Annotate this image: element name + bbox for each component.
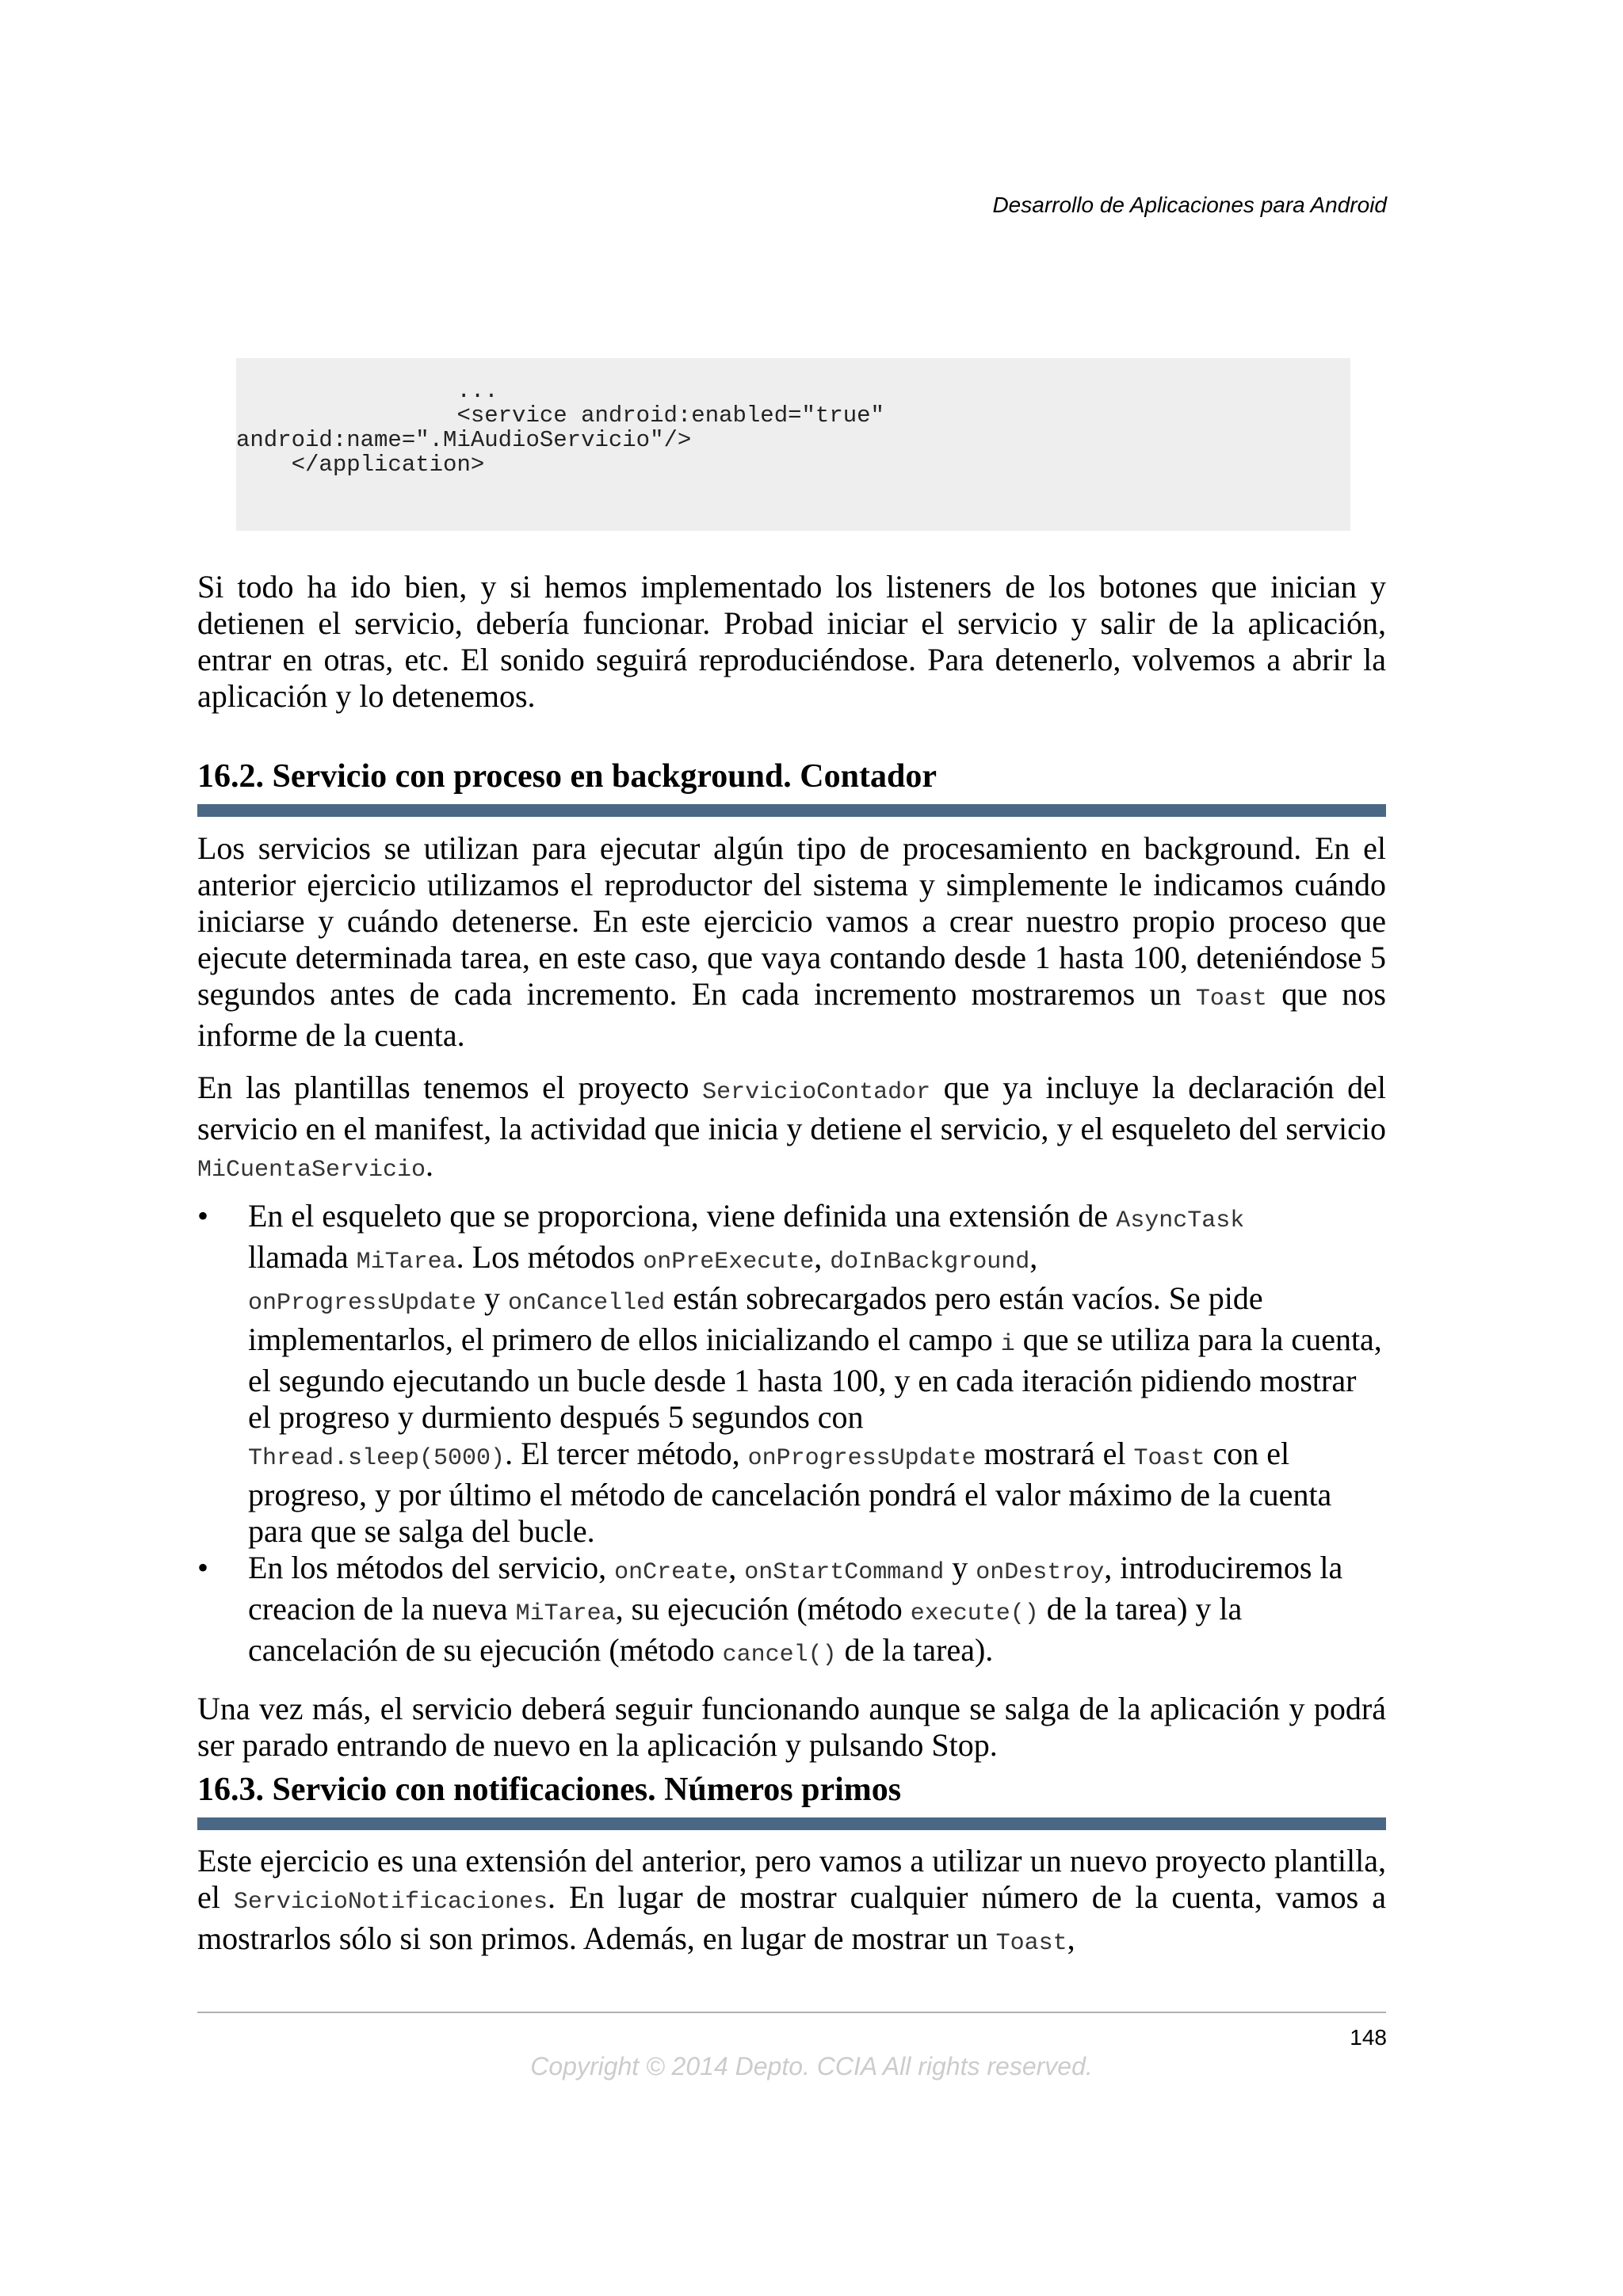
text: En el esqueleto que se proporciona, viene definida una extensión de bbox=[248, 1198, 1117, 1234]
section-16-2-body bbox=[197, 830, 1386, 1764]
inline-code: i bbox=[1000, 1331, 1015, 1358]
text: llamada bbox=[248, 1239, 357, 1275]
text: de la tarea) y la cancelación de su ejecución (método bbox=[248, 1591, 1243, 1668]
section-16-3-header bbox=[197, 1770, 1386, 1830]
list-item bbox=[197, 1550, 1386, 1673]
paragraph bbox=[197, 1843, 1386, 1962]
inline-code: cancel() bbox=[722, 1642, 837, 1669]
text: de la tarea). bbox=[836, 1632, 994, 1668]
text: Los servicios se utilizan para ejecutar algún tipo de procesamiento en background. En el anterior ejercicio utilizamos el reproductor del sistema y simplemente le indicamos cuándo iniciarse y cuándo detenerse. En este ejercicio vamos a crear nuestro propio proceso que ejecute determinada tarea, en este caso, que vaya contando desde 1 hasta 100, deteniéndose 5 segundos antes de cada incremento. En cada incremento mostraremos un bbox=[197, 830, 1386, 1012]
text: . bbox=[426, 1147, 434, 1183]
intro-paragraph: Si todo ha ido bien, y si hemos implementado los listeners de los botones que inician y detienen el servicio, debería funcionar. Probad iniciar el servicio y salir de la aplicación, entrar en otras, etc. El sonido seguirá reproduciéndose. Para detenerlo, volvemos a abrir la aplicación y lo detenemos. bbox=[197, 569, 1386, 714]
text: . En lugar de mostrar cualquier número de la cuenta, vamos a mostrarlos sólo si son primos. Además, en lugar de mostrar un bbox=[197, 1879, 1386, 1956]
text: . El tercer método, bbox=[505, 1436, 748, 1471]
inline-code: MiCuentaServicio bbox=[197, 1157, 426, 1184]
text: que nos informe de la cuenta. bbox=[197, 976, 1386, 1053]
paragraph bbox=[197, 1070, 1386, 1188]
inline-code: Thread.sleep(5000) bbox=[248, 1445, 506, 1472]
intro-paragraph-block bbox=[197, 569, 1386, 715]
text: En los métodos del servicio, bbox=[248, 1550, 615, 1585]
section-16-3-body bbox=[197, 1843, 1386, 1962]
text: En las plantillas tenemos el proyecto bbox=[197, 1070, 703, 1105]
inline-code: ServicioContador bbox=[702, 1079, 931, 1106]
text: , bbox=[814, 1239, 831, 1275]
section-16-2-header bbox=[197, 757, 1386, 817]
inline-code: onDestroy bbox=[976, 1559, 1105, 1586]
code-block bbox=[236, 358, 1350, 531]
inline-code: onCancelled bbox=[508, 1290, 666, 1317]
inline-code: MiTarea bbox=[356, 1249, 456, 1276]
inline-code: MiTarea bbox=[515, 1600, 616, 1627]
text: , su ejecución (método bbox=[615, 1591, 911, 1627]
running-header: Desarrollo de Aplicaciones para Android bbox=[992, 193, 1387, 217]
inline-code: onProgressUpdate bbox=[747, 1445, 976, 1472]
section-heading: 16.2. Servicio con proceso en background. Contador bbox=[197, 758, 937, 795]
text: , bbox=[1067, 1920, 1075, 1956]
heading-rule bbox=[197, 804, 1386, 817]
text: . Los métodos bbox=[456, 1239, 643, 1275]
text: y bbox=[476, 1280, 509, 1316]
inline-code: onProgressUpdate bbox=[248, 1290, 477, 1317]
text: que ya incluye la declaración del servicio en el manifest, la actividad que inicia y detiene el servicio, y el esqueleto del servicio bbox=[197, 1070, 1386, 1146]
text: , introduciremos la creacion de la nueva bbox=[248, 1550, 1343, 1627]
inline-code: AsyncTask bbox=[1116, 1207, 1245, 1234]
inline-code: onStartCommand bbox=[744, 1559, 945, 1586]
copyright-notice: Copyright © 2014 Depto. CCIA All rights reserved. bbox=[530, 2052, 1093, 2081]
text: y bbox=[944, 1550, 976, 1585]
inline-code: Toast bbox=[1133, 1445, 1205, 1472]
list-item bbox=[197, 1198, 1386, 1550]
heading-rule bbox=[197, 1817, 1386, 1830]
section-heading: 16.3. Servicio con notificaciones. Números primos bbox=[197, 1772, 902, 1808]
text: están sobrecargados pero están vacíos. Se pide implementarlos, el primero de ellos inicializando el campo bbox=[248, 1280, 1263, 1357]
text: , bbox=[1029, 1239, 1038, 1275]
inline-code: doInBackground bbox=[830, 1249, 1030, 1276]
bullet-icon: • bbox=[197, 1550, 209, 1585]
paragraph: Una vez más, el servicio deberá seguir funcionando aunque se salga de la aplicación y podrá ser parado entrando de nuevo en la aplicación y pulsando Stop. bbox=[197, 1691, 1386, 1763]
page-number: 148 bbox=[1350, 2025, 1387, 2050]
inline-code: Toast bbox=[1195, 986, 1267, 1013]
inline-code: onCreate bbox=[614, 1559, 729, 1586]
text: mostrará el bbox=[976, 1436, 1134, 1471]
code-text: ... <service android:enabled="true" android:name=".MiAudioServicio"/> </application> bbox=[236, 378, 884, 478]
inline-code: ServicioNotificaciones bbox=[233, 1889, 548, 1916]
inline-code: Toast bbox=[995, 1930, 1067, 1957]
text: con el progreso, y por último el método de cancelación pondrá el valor máximo de la cuenta para que se salga del bucle. bbox=[248, 1436, 1332, 1549]
text: , bbox=[728, 1550, 745, 1585]
bullet-icon: • bbox=[197, 1198, 209, 1234]
text: Este ejercicio es una extensión del anterior, pero vamos a utilizar un nuevo proyecto plantilla, el bbox=[197, 1843, 1386, 1915]
inline-code: execute() bbox=[910, 1600, 1039, 1627]
paragraph bbox=[197, 830, 1386, 1054]
inline-code: onPreExecute bbox=[643, 1249, 815, 1276]
footer-divider bbox=[197, 2012, 1386, 2013]
bullet-list bbox=[197, 1198, 1386, 1673]
text: que se utiliza para la cuenta, el segundo ejecutando un bucle desde 1 hasta 100, y en cada iteración pidiendo mostrar el progreso y durmiento después 5 segundos con bbox=[248, 1322, 1382, 1435]
